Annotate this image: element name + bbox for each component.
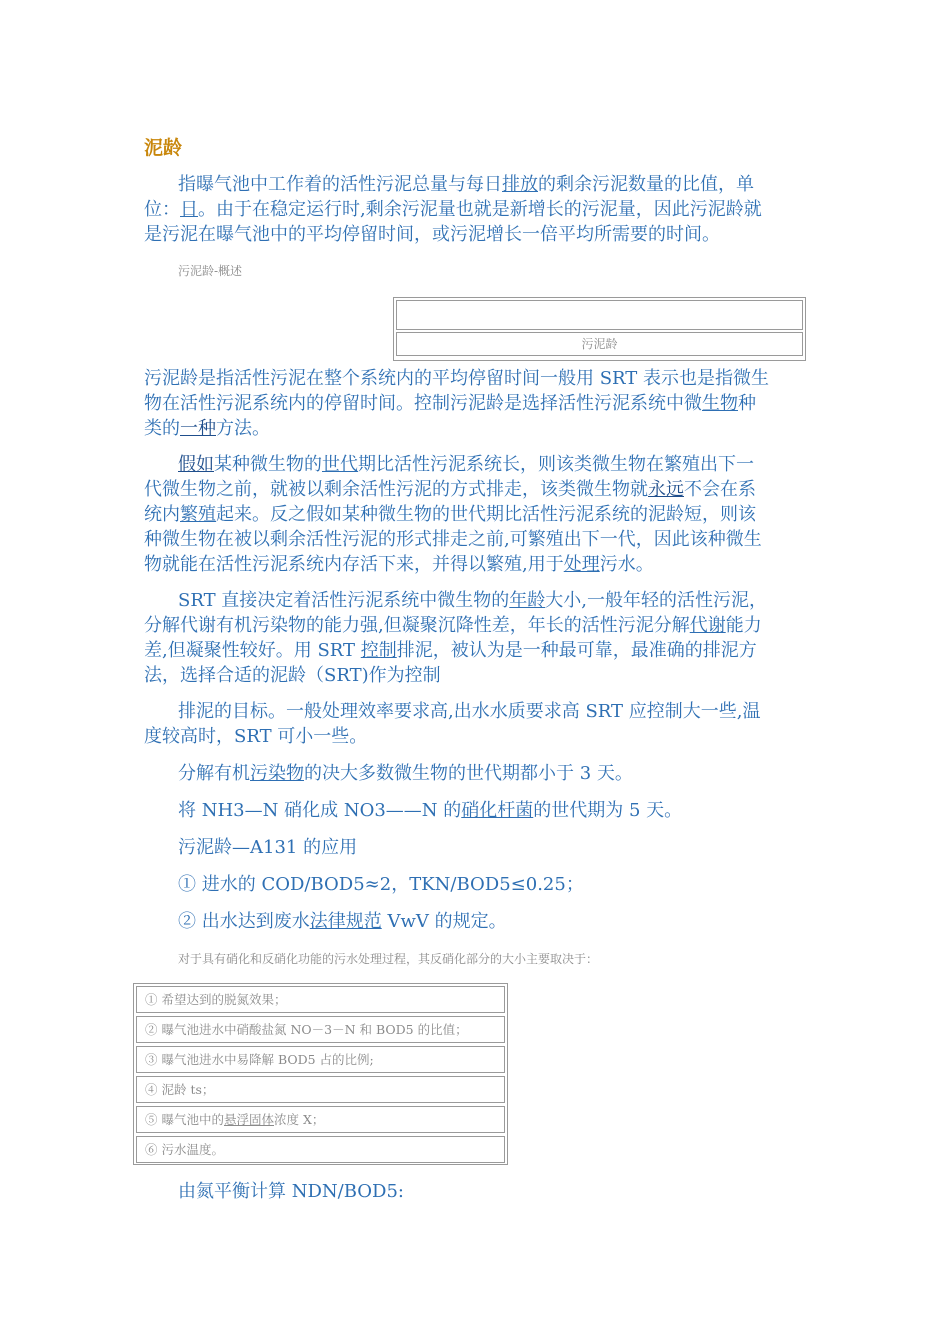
table-row: ③ 曝气池进水中易降解 BOD5 占的比例; xyxy=(136,1046,505,1073)
text-line: SRT 直接决定着活性污泥系统中微生物的年龄大小,一般年轻的活性污泥， xyxy=(178,590,768,611)
link-chuli[interactable]: 处理 xyxy=(563,554,600,575)
text-line: ② 出水达到废水法律规范 VwV 的规定。 xyxy=(178,911,507,932)
link-ri[interactable]: 日 xyxy=(180,199,198,220)
link-nianling[interactable]: 年龄 xyxy=(509,590,546,611)
text-line: 由氮平衡计算 NDN/BOD5: xyxy=(178,1181,404,1202)
factors-table xyxy=(133,983,508,1165)
link-kongzhi[interactable]: 控制 xyxy=(360,640,397,661)
text-line: 分解代谢有机污染物的能力强,但凝聚沉降性差，年长的活性污泥分解代谢能力 xyxy=(144,615,762,636)
link-daixie[interactable]: 代谢 xyxy=(689,615,726,636)
text-line: 种微生物在被以剩余活性污泥的形式排走之前,可繁殖出下一代，因此该种微生 xyxy=(144,529,762,550)
text-line: 排泥的目标。一般处理效率要求高,出水水质要求高 SRT 应控制大一些,温 xyxy=(178,701,761,722)
paragraph-target xyxy=(144,699,806,749)
link-jiaru[interactable]: 假如 xyxy=(178,454,214,475)
text-line: 分解有机污染物的决大多数微生物的世代期都小于 3 天。 xyxy=(178,763,633,784)
link-fanzhi[interactable]: 繁殖 xyxy=(180,504,216,525)
table-row: ② 曝气池进水中硝酸盐氮 NO－3－N 和 BOD5 的比值； xyxy=(136,1016,505,1043)
text-line: 类的一种方法。 xyxy=(144,418,270,439)
link-xuanfuguti[interactable]: 悬浮固体 xyxy=(223,1112,274,1127)
table-row: ① 希望达到的脱氮效果； xyxy=(136,986,505,1013)
text-line: 将 NH3—N 硝化成 NO3——N 的硝化杆菌的世代期为 5 天。 xyxy=(178,800,683,821)
table-intro: 对于具有硝化和反硝化功能的污水处理过程，其反硝化部分的大小主要取决于： xyxy=(178,952,599,966)
text-line: 污泥龄是指活性污泥在整个系统内的平均停留时间一般用 SRT 表示也是指微生 xyxy=(144,368,770,389)
page-title: 泥龄 xyxy=(144,137,183,159)
link-shidai[interactable]: 世代 xyxy=(322,454,358,475)
link-xiaohuaganjun[interactable]: 硝化杆菌 xyxy=(461,800,534,821)
text-line: 度较高时，SRT 可小一些。 xyxy=(144,726,368,747)
link-wuranwu[interactable]: 污染物 xyxy=(250,763,304,784)
link-yizhong[interactable]: 一种 xyxy=(180,418,216,439)
paragraph-pollutant xyxy=(144,761,806,786)
text-line: 物就能在活性污泥系统内存活下来，并得以繁殖,用于处理污水。 xyxy=(144,554,654,575)
text-line: 污泥龄—A131 的应用 xyxy=(178,837,358,858)
text-line: 假如某种微生物的世代期比活性污泥系统长，则该类微生物在繁殖出下一 xyxy=(178,454,754,475)
text-line: 指曝气池中工作着的活性污泥总量与每日排放的剩余污泥数量的比值，单 xyxy=(178,174,754,195)
text-line: 代微生物之前，就被以剩余活性污泥的方式排走，该类微生物就永远不会在系 xyxy=(144,479,756,500)
link-falvguifan[interactable]: 法律规范 xyxy=(309,911,382,932)
image-frame xyxy=(393,297,806,361)
paragraph-nitrification xyxy=(144,798,806,823)
text-line: 是污泥在曝气池中的平均停留时间，或污泥增长一倍平均所需要的时间。 xyxy=(144,224,720,245)
paragraph-condition-2 xyxy=(144,909,806,934)
paragraph-condition-1 xyxy=(144,872,806,897)
text-line: ① 进水的 COD/BOD5≈2，TKN/BOD5≤0.25； xyxy=(178,874,584,895)
image-caption: 污泥龄 xyxy=(396,332,803,356)
paragraph-generation xyxy=(144,452,806,577)
section-label: 污泥龄-概述 xyxy=(178,264,243,278)
image-placeholder xyxy=(396,300,803,330)
link-paifang[interactable]: 排放 xyxy=(502,174,538,195)
paragraph-nitrogen-balance xyxy=(144,1179,806,1204)
paragraph-srt xyxy=(144,588,806,688)
text-line: 法，选择合适的泥龄（SRT)作为控制 xyxy=(144,665,441,686)
paragraph-a131 xyxy=(144,835,806,860)
text-line: 位：日。由于在稳定运行时,剩余污泥量也就是新增长的污泥量，因此污泥龄就 xyxy=(144,199,762,220)
table-row: ④ 泥龄 ts； xyxy=(136,1076,505,1103)
link-shengwu[interactable]: 生物 xyxy=(702,393,738,414)
table-row: ⑤ 曝气池中的悬浮固体浓度 X； xyxy=(136,1106,505,1133)
link-yongyuan[interactable]: 永远 xyxy=(648,479,684,500)
text-line: 统内繁殖起来。反之假如某种微生物的世代期比活性污泥系统的泥龄短，则该 xyxy=(144,504,756,525)
paragraph-definition xyxy=(144,172,806,247)
table-row: ⑥ 污水温度。 xyxy=(136,1136,505,1163)
text-line: 差,但凝聚性较好。用 SRT 控制排泥，被认为是一种最可靠，最准确的排泥方 xyxy=(144,640,757,661)
text-line: 物在活性污泥系统内的停留时间。控制污泥龄是选择活性污泥系统中微生物种 xyxy=(144,393,756,414)
paragraph-overview xyxy=(144,366,806,441)
